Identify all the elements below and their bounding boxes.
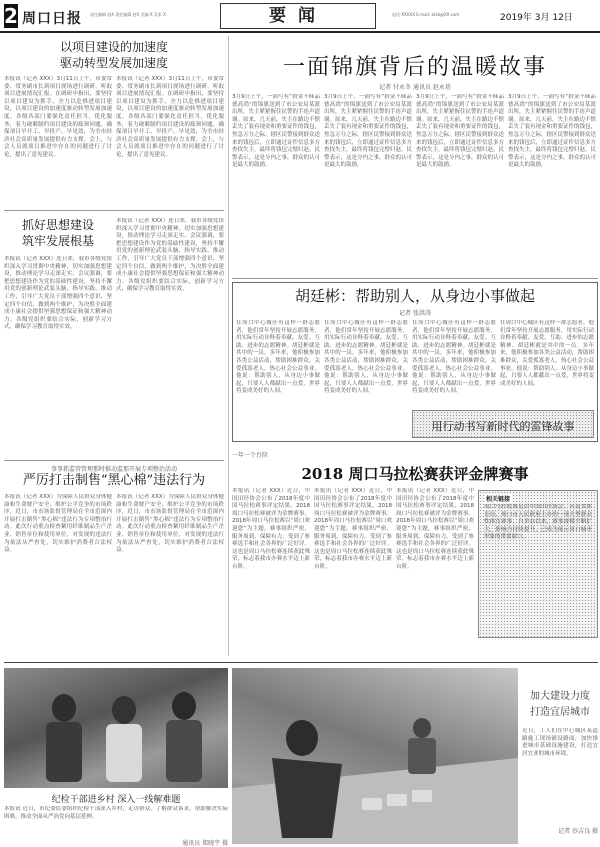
photo-2-body: 近日，工人们在中心城区某道路施工现场铺设路面，加快推进城市基础设施建设，打造宜居宜业的城市环境。: [522, 728, 598, 757]
article-6-body-col1: 本报讯（记者 XXX）近日，中国田径协会公布了2018年度中国马拉松赛事评定结果，2018周口马拉松赛被评为金牌赛事。2018年周口马拉松赛以“周口欢迎您”为主题，赛事组织严密、服务周到、保障有力，受到了参赛选手和社会各界的广泛好评。这也是周口马拉松赛连续获此殊荣，标志着我市办赛水平迈上新台阶。: [232, 488, 310, 570]
article-4-body-col1: 3月9日上午，一面写有“拾金不昧品德高尚”的锦旗送到了市公安局某派出所，失主紧紧握住民警的手连声道谢。原来，几天前，失主在路边不慎丢失了装有现金和重要证件的钱包，焦急万分之际，辖区民警接到群众送来的钱包后，立即通过证件信息多方查找失主，最终将钱包完璧归赵。民警表示，这是分内之事，群众的认可是最大的鼓励。: [232, 94, 320, 169]
paper-name: 周口日报: [22, 11, 82, 27]
issue-date: 2019年 3月 12日: [500, 13, 573, 23]
article-4-title: 一面锦旗背后的温暖故事: [282, 55, 547, 80]
contact-line: 电话 XXXXX E-mail: zkrb@XX.com: [392, 12, 460, 17]
divider: [232, 278, 598, 279]
article-5-body-col1: 在周口中心城区有这样一群志愿者，他们常年坚持开展志愿服务，用实际行动诠释着奉献、友爱、互助、进步的志愿精神。胡廷彬就是其中的一员。多年来，他积极参加各类公益活动，帮助困难群众，关爱孤寡老人，热心社会公益事业。他说：帮助别人，从身边小事做起，只要人人都献出一点爱，世界将变成美好的人间。: [236, 320, 320, 395]
article-1-body-col2: 本报讯（记者 XXX）3月11日上午，市委常委、常务副市长到项目现场进行调研，听取项目进展情况汇报。在调研中指出，要坚持以项目建设为抓手，全力以赴推进项目建设，以项目建设的加速度驱动转型发展加速度，各级各部门要强化责任担当，优化服务，着力破解制约项目建设的瓶颈问题，确保项目早开工、早投产、早见效，为全市经济社会高质量发展提供有力支撑。会上，与会人员就项目推进中存在的问题进行了讨论，提出了意见建议。: [116, 76, 224, 158]
photo-1-body: 本报讯 近日，市纪委监委组织纪检干部深入乡村，走访群众，了解群众诉求，帮助解决实际困难，推动全面从严治党向基层延伸。: [4, 806, 228, 820]
page-number: 2: [4, 4, 18, 28]
article-4-body-col4: 3月9日上午，一面写有“拾金不昧品德高尚”的锦旗送到了市公安局某派出所，失主紧紧握住民警的手连声道谢。原来，几天前，失主在路边不慎丢失了装有现金和重要证件的钱包，焦急万分之际，辖区民警接到群众送来的钱包后，立即通过证件信息多方查找失主，最终将钱包完璧归赵。民警表示，这是分内之事，群众的认可是最大的鼓励。: [508, 94, 596, 169]
article-5-banner: 用行动书写新时代的雷锋故事: [431, 420, 575, 433]
masthead: [0, 0, 600, 34]
article-1-title-line1: 以项目建设的加速度: [59, 40, 168, 54]
article-2-title-line2: 筑牢发展根基: [21, 234, 94, 248]
article-6-column-label: 一年一个台阶: [232, 452, 269, 459]
village-visit-photo: [4, 668, 228, 788]
road-construction-photo: [232, 668, 518, 844]
article-6-body-col3: 本报讯（记者 XXX）近日，中国田径协会公布了2018年度中国马拉松赛事评定结果，2018周口马拉松赛被评为金牌赛事。2018年周口马拉松赛以“周口欢迎您”为主题，赛事组织严密、服务周到、保障有力，受到了参赛选手和社会各界的广泛好评。这也是周口马拉松赛连续获此殊荣，标志着我市办赛水平迈上新台阶。: [396, 488, 474, 570]
article-3-body-col1: 本报讯（记者 XXX）为保障人民群众身体健康和生命财产安全，维护公平竞争的市场秩序，近日，市市场监督管理局在全市范围内开展打击制售“黑心棉”违法行为专项整治行动。此次行动重点检查絮用纤维制品生产企业、销售单位和使用单位，对发现的违法行为依法从严查处，切实维护消费者合法权益。: [4, 494, 112, 554]
article-4-body-col3: 3月9日上午，一面写有“拾金不昧品德高尚”的锦旗送到了市公安局某派出所，失主紧紧握住民警的手连声道谢。原来，几天前，失主在路边不慎丢失了装有现金和重要证件的钱包，焦急万分之际，辖区民警接到群众送来的钱包后，立即通过证件信息多方查找失主，最终将钱包完璧归赵。民警表示，这是分内之事，群众的认可是最大的鼓励。: [416, 94, 504, 169]
divider: [4, 662, 598, 663]
photo-1-caption: 纪检干部进乡村 深入一线解难题: [51, 795, 181, 805]
article-3-kicker: 事事抓监管管理那时推动监那开展专项整治活动: [50, 466, 177, 473]
article-1-body-col1: 本报讯（记者 XXX）3月11日上午，市委常委、常务副市长到项目现场进行调研，听取项目进展情况汇报。在调研中指出，要坚持以项目建设为抓手，全力以赴推进项目建设，以项目建设的加速度驱动转型发展加速度，各级各部门要强化责任担当，优化服务，着力破解制约项目建设的瓶颈问题，确保项目早开工、早投产、早见效，为全市经济社会高质量发展提供有力支撑。会上，与会人员就项目推进中存在的问题进行了讨论，提出了意见建议。: [4, 76, 112, 158]
article-2-body-col1: 本报讯（记者 XXX）连日来，我市各级党组织深入学习贯彻中央精神，切实加强思想建设，推动理论学习走深走实。会议强调，要把思想建设作为党的基础性建设，坚持不懈用党的创新理论武装头脑、指导实践、推动工作，引导广大党员干部增强四个意识、坚定四个自信、做到两个维护，为决胜全面建成小康社会提供坚强思想保证和强大精神动力。各级党组织要结合实际，创新学习方式，确保学习教育取得实效。: [4, 256, 112, 331]
article-5-byline: 记者 张洪涛: [399, 310, 431, 317]
article-5-title: 胡廷彬：帮助别人，从身边小事做起: [294, 287, 535, 305]
article-3-title: 严厉打击制售“黑心棉”违法行为: [22, 473, 206, 488]
article-3-body-col2: 本报讯（记者 XXX）为保障人民群众身体健康和生命财产安全，维护公平竞争的市场秩序，近日，市市场监督管理局在全市范围内开展打击制售“黑心棉”违法行为专项整治行动。此次行动重点检查絮用纤维制品生产企业、销售单位和使用单位，对发现的违法行为依法从严查处，切实维护消费者合法权益。: [116, 494, 224, 554]
article-5-body-col3: 在周口中心城区有这样一群志愿者，他们常年坚持开展志愿服务，用实际行动诠释着奉献、友爱、互助、进步的志愿精神。胡廷彬就是其中的一员。多年来，他积极参加各类公益活动，帮助困难群众，关爱孤寡老人，热心社会公益事业。他说：帮助别人，从身边小事做起，只要人人都献出一点爱，世界将变成美好的人间。: [412, 320, 496, 395]
article-1-title-line2: 驱动转型发展加速度: [59, 56, 168, 70]
article-2-body-col2: 本报讯（记者 XXX）连日来，我市各级党组织深入学习贯彻中央精神，切实加强思想建设，推动理论学习走深走实。会议强调，要把思想建设作为党的基础性建设，坚持不懈用党的创新理论武装头脑、指导实践、推动工作，引导广大党员干部增强四个意识、坚定四个自信、做到两个维护，为决胜全面建成小康社会提供坚强思想保证和强大精神动力。各级党组织要结合实际，创新学习方式，确保学习教育取得实效。: [116, 218, 224, 293]
article-4-body-col2: 3月9日上午，一面写有“拾金不昧品德高尚”的锦旗送到了市公安局某派出所，失主紧紧握住民警的手连声道谢。原来，几天前，失主在路边不慎丢失了装有现金和重要证件的钱包，焦急万分之际，辖区民警接到群众送来的钱包后，立即通过证件信息多方查找失主，最终将钱包完璧归赵。民警表示，这是分内之事，群众的认可是最大的鼓励。: [324, 94, 412, 169]
divider: [4, 460, 224, 461]
photo-2-credit: 记者 沙吉良 摄: [558, 828, 598, 835]
divider: [4, 210, 224, 211]
column-divider: [228, 36, 229, 656]
article-4-byline: 记者 付永冬 通讯员 赵永基: [379, 84, 451, 91]
photo-1-credit: 通讯员 郑晓宇 摄: [182, 840, 228, 847]
related-link-body: 周口马拉松赛是由中国田径协会、河南省体育局、周口市人民政府主办的一项大型群众性体育赛事，自举办以来，赛事规模不断扩大，影响力持续提升，已成为展示周口城市形象的重要窗口。: [484, 504, 592, 541]
photo-2-title-line1: 加大建设力度: [530, 691, 590, 702]
related-link-title: 相关链接: [486, 496, 511, 503]
editors-line: 责任编辑 赵X 责任编辑 赵X 美编 X 美术 X: [90, 12, 166, 17]
section-title: 要闻: [220, 3, 376, 29]
people-figures-icon: [4, 668, 228, 788]
article-2-title-line1: 抓好思想建设: [21, 218, 94, 232]
header-rule: [0, 31, 600, 33]
article-6-title: 2018 周口马拉松赛获评金牌赛事: [301, 465, 529, 483]
article-5-body-col4: 在周口中心城区有这样一群志愿者，他们常年坚持开展志愿服务，用实际行动诠释着奉献、友爱、互助、进步的志愿精神。胡廷彬就是其中的一员。多年来，他积极参加各类公益活动，帮助困难群众，关爱孤寡老人，热心社会公益事业。他说：帮助别人，从身边小事做起，只要人人都献出一点爱，世界将变成美好的人间。: [500, 320, 594, 387]
article-5-body-col2: 在周口中心城区有这样一群志愿者，他们常年坚持开展志愿服务，用实际行动诠释着奉献、友爱、互助、进步的志愿精神。胡廷彬就是其中的一员。多年来，他积极参加各类公益活动，帮助困难群众，关爱孤寡老人，热心社会公益事业。他说：帮助别人，从身边小事做起，只要人人都献出一点爱，世界将变成美好的人间。: [324, 320, 408, 395]
article-6-body-col2: 本报讯（记者 XXX）近日，中国田径协会公布了2018年度中国马拉松赛事评定结果，2018周口马拉松赛被评为金牌赛事。2018年周口马拉松赛以“周口欢迎您”为主题，赛事组织严密、服务周到、保障有力，受到了参赛选手和社会各界的广泛好评。这也是周口马拉松赛连续获此殊荣，标志着我市办赛水平迈上新台阶。: [314, 488, 392, 570]
photo-2-title-line2: 打造宜居城市: [530, 707, 590, 718]
workers-scene-icon: [232, 668, 518, 844]
